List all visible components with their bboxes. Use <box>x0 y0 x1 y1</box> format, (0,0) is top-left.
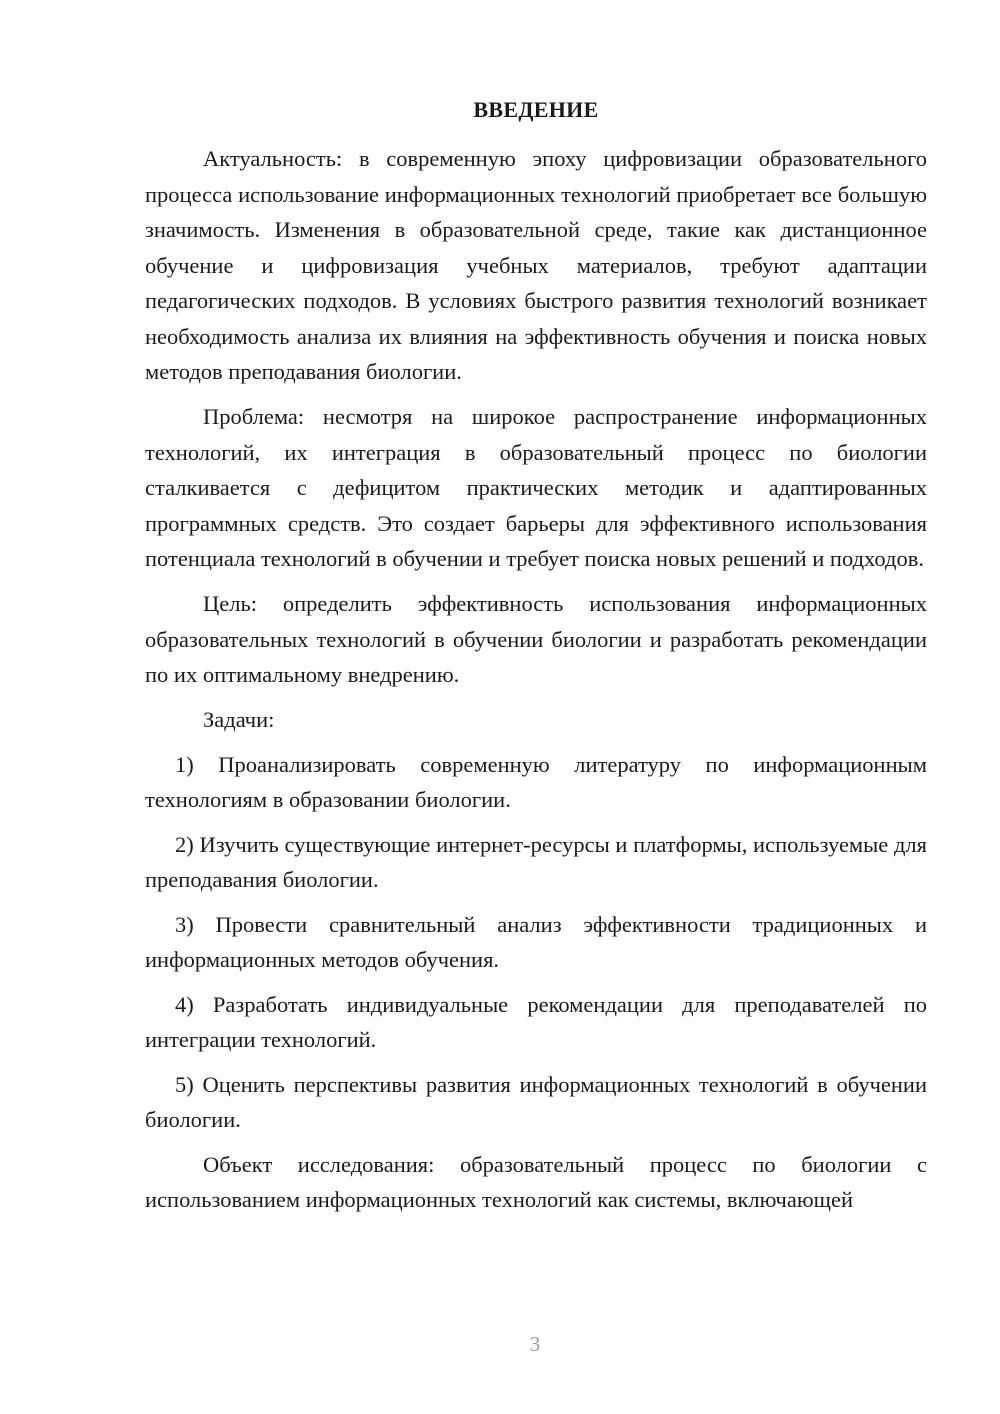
page-title: ВВЕДЕНИЕ <box>473 97 599 122</box>
paragraph-problem: Проблема: несмотря на широкое распространение информационных технологий, их интеграция в образовательный процесс по биологии сталкивается с дефицитом практических методик и адаптированных программных средств. Это создает барьеры для эффективного использования потенциала технологий в обучении и требует поиска новых решений и подходов. <box>145 404 927 571</box>
task-item-3: 3) Провести сравнительный анализ эффективности традиционных и информационных методов обучения. <box>145 911 927 972</box>
tasks-heading: Задачи: <box>203 707 275 732</box>
task-item-2: 2) Изучить существующие интернет-ресурсы и платформы, используемые для преподавания биологии. <box>145 831 927 892</box>
paragraph-object: Объект исследования: образовательный процесс по биологии с использованием информационных технологий как системы, включающей <box>145 1151 927 1212</box>
task-item-4: 4) Разработать индивидуальные рекомендации для преподавателей по интеграции технологий. <box>145 991 927 1052</box>
document-body <box>145 141 927 1218</box>
paragraph-goal: Цель: определить эффективность использования информационных образовательных технологий в обучении биологии и разработать рекомендации по их оптимальному внедрению. <box>145 591 927 687</box>
task-item-5: 5) Оценить перспективы развития информационных технологий в обучении биологии. <box>145 1071 927 1132</box>
paragraph-relevance: Актуальность: в современную эпоху цифровизации образовательного процесса использование информационных технологий приобретает все большую значимость. Изменения в образовательной среде, такие как дистанционное обучение и цифровизация учебных материалов, требуют адаптации педагогических подходов. В условиях быстрого развития технологий возникает необходимость анализа их влияния на эффективность обучения и поиска новых методов преподавания биологии. <box>145 146 927 384</box>
task-item-1: 1) Проанализировать современную литературу по информационным технологиям в образовании биологии. <box>145 751 927 812</box>
page-number: 3 <box>529 1332 541 1356</box>
